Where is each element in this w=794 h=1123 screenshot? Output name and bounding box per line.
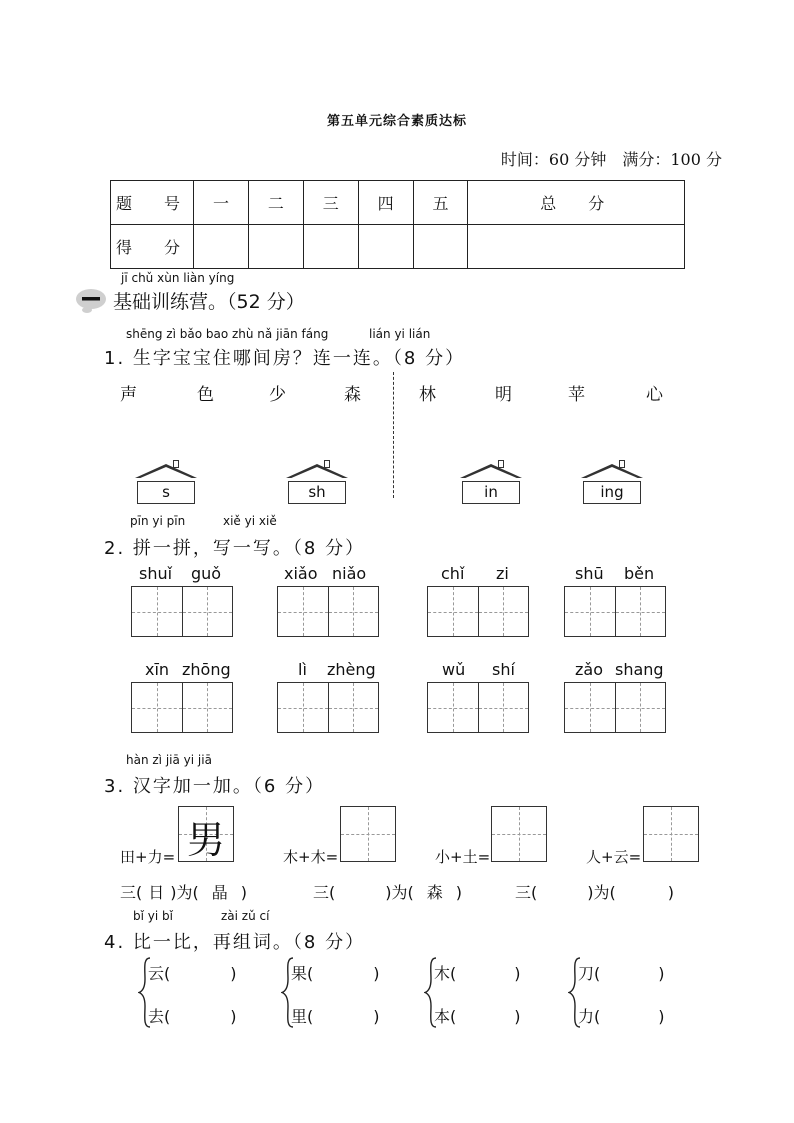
grid-pinyin: shū [575,564,604,583]
house-s[interactable] [135,460,197,505]
score-cell[interactable] [413,225,468,269]
house-label: ing [583,481,641,504]
score-col-total: 总 分 [468,181,685,225]
writing-grid[interactable] [564,682,666,733]
house-label: s [137,481,195,504]
q4-pinyin-b: zài zǔ cí [221,909,270,923]
writing-grid[interactable] [277,682,379,733]
q1-divider [393,372,394,498]
triple-blank[interactable]: 晶 [211,883,228,902]
score-col-4: 四 [358,181,413,225]
grid-pinyin: guǒ [191,564,222,583]
grid-pinyin: wǔ [442,660,466,679]
q3-sum: 人+云= [586,848,642,866]
section1-pinyin: jī chǔ xùn liàn yíng [121,271,235,285]
score-cell[interactable] [303,225,358,269]
compare-item: 本( ) [434,1007,521,1026]
writing-grid[interactable] [564,586,666,637]
house-label: sh [288,481,346,504]
q1-char[interactable]: 林 [419,385,436,405]
triple-blank[interactable]: 日 [148,883,165,902]
compare-item: 果( ) [291,964,380,983]
grid-pinyin: xīn [145,660,170,679]
answer-box[interactable] [643,806,699,862]
compare-group-1 [138,955,258,1030]
q1-char[interactable]: 明 [495,385,512,405]
answer-box[interactable] [178,806,234,862]
compare-group-4 [568,955,688,1030]
house-label: in [462,481,520,504]
triple-2: 三( )为( 森 ) [313,880,462,903]
writing-grid[interactable] [427,586,529,637]
q3-sum: 小+土= [435,848,491,866]
time-score-info: 时间：60 分钟 满分：100 分 [500,150,722,169]
score-col-1: 一 [194,181,249,225]
section-badge-icon [75,288,107,312]
q3-sum: 田+力= [120,848,176,866]
grid-pinyin: lì [298,660,307,679]
house-in[interactable] [460,460,522,505]
house-sh[interactable] [286,460,348,505]
grid-pinyin: shuǐ [139,564,173,583]
score-col-5: 五 [413,181,468,225]
writing-grid[interactable] [131,682,233,733]
score-col-3: 三 [303,181,358,225]
q1-pinyin-a: shēng zì bǎo bao zhù nǎ jiān fáng [126,327,329,341]
q1-char[interactable]: 色 [197,385,214,405]
q4-pinyin-a: bǐ yi bǐ [133,909,173,923]
writing-grid[interactable] [131,586,233,637]
score-table [110,180,685,269]
example-answer: 男 [186,818,225,862]
q1-char[interactable]: 苹 [568,385,585,405]
grid-pinyin: shí [492,660,515,679]
compare-group-3 [424,955,544,1030]
score-table-score-row [111,225,685,269]
grid-pinyin: shang [615,660,664,679]
writing-grid[interactable] [277,586,379,637]
section1-title: 基础训练营。（52 分） [113,291,305,313]
q1-char[interactable]: 声 [120,385,137,405]
grid-pinyin: chǐ [441,564,465,583]
house-ing[interactable] [581,460,643,505]
score-cell[interactable] [194,225,249,269]
answer-box[interactable] [340,806,396,862]
score-table-header-row [111,181,685,225]
answer-box[interactable] [491,806,547,862]
writing-grid[interactable] [427,682,529,733]
q1-char[interactable]: 少 [269,385,286,405]
compare-item: 力( ) [578,1007,665,1026]
grid-pinyin: zǎo [575,660,603,679]
grid-pinyin: niǎo [332,564,367,583]
compare-item: 去( ) [148,1007,237,1026]
triple-blank[interactable]: 森 [426,883,443,902]
grid-pinyin: xiǎo [284,564,318,583]
compare-group-2 [281,955,401,1030]
score-cell[interactable] [248,225,303,269]
score-table-label: 题 号 [111,181,194,225]
compare-item: 里( ) [291,1007,380,1026]
q2-pinyin-b: xiě yi xiě [223,514,277,528]
grid-pinyin: zhōng [182,660,231,679]
compare-item: 刀( ) [578,964,665,983]
q1-char[interactable]: 心 [646,385,663,405]
q2-pinyin-a: pīn yi pīn [130,514,186,528]
triple-1: 三( 日 )为( 晶 ) [120,880,247,903]
compare-item: 木( ) [434,964,521,983]
grid-pinyin: běn [624,564,655,583]
score-col-2: 二 [248,181,303,225]
page-title: 第五单元综合素质达标 [326,114,467,129]
score-cell[interactable] [358,225,413,269]
score-row-label: 得 分 [111,225,194,269]
q4-text: 4. 比一比，再组词。（8 分） [104,932,366,953]
q3-sum: 木+木= [283,848,339,866]
q1-pinyin-b: lián yi lián [369,327,431,341]
q2-text: 2. 拼一拼，写一写。（8 分） [104,538,366,559]
q3-pinyin: hàn zì jiā yi jiā [126,753,212,767]
compare-item: 云( ) [148,964,237,983]
score-cell[interactable] [468,225,685,269]
grid-pinyin: zi [496,564,509,583]
triple-3: 三( )为( ) [515,883,674,902]
q3-text: 3. 汉字加一加。（6 分） [104,776,326,797]
q1-text: 1. 生字宝宝住哪间房？连一连。（8 分） [104,348,466,369]
grid-pinyin: zhèng [327,660,376,679]
q1-char[interactable]: 森 [344,385,361,405]
